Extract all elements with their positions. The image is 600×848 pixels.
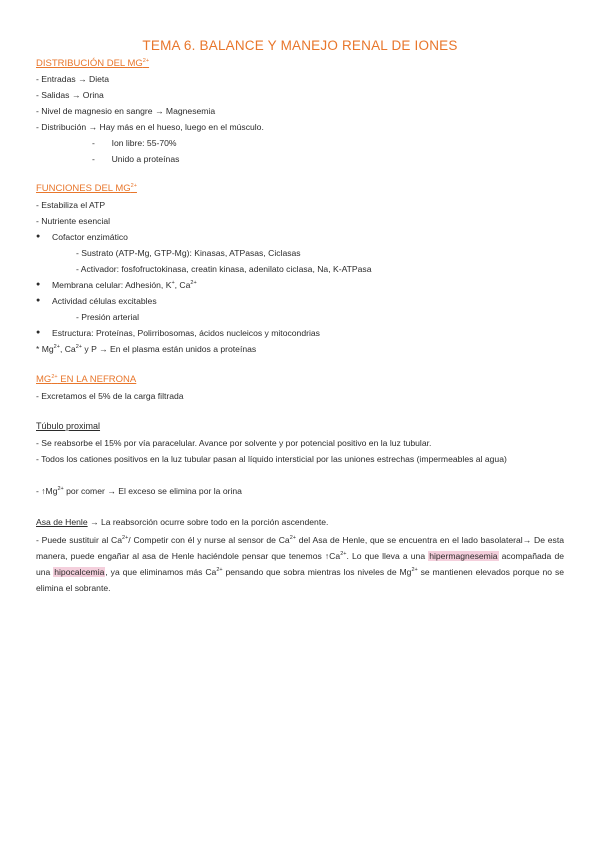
text-line: - Entradas → Dieta [36,74,110,84]
text-line: - Se reabsorbe el 15% por vía paracelular. Avance por solvente y por potencial positivo en la luz tubular. [36,438,432,448]
henle-paragraph: - Puede sustituir al $Ca^{2+}/$ Competir con él y nurse al sensor de $Ca^{2+}$ del Asa de Henle, que se encuentra en el lado basolateral→ De esta manera, puede engañar al asa de Henle haciéndole pensar que tenemos $↑Ca^{2+}$. Lo que lleva a una hipermagnesemia acompañada de una hipocalcemia, ya que eliminamos más $Ca^{2+}$ pensando que sobra mientras los niveles de $Mg^{2+}$ se mantienen elevados porque no se elimina el sobrante. [36,535,565,593]
note-line: * $Mg^{2+}$, $Ca^{2+}$ y P → En el plasma están unidos a proteínas [36,344,257,354]
sub-list-item: - Unido a proteínas [92,154,180,164]
bullet-item: Estructura: Proteínas, Polirribosomas, ácidos nucleicos y mitocondrias [52,328,320,338]
bullet-icon: ● [36,281,41,288]
highlight-hipermagnesemia: hipermagnesemia [429,551,498,561]
text-line: - Salidas → Orina [36,90,104,100]
section-heading-nefrona: $MG^{2+}$ EN LA NEFRONA [36,373,137,385]
page-title: TEMA 6. BALANCE Y MANEJO RENAL DE IONES [142,38,458,53]
sub-list-item: - Sustrato (ATP-Mg, GTP-Mg): Kinasas, ATPasas, Ciclasas [76,248,301,258]
section-heading-distribucion: DISTRIBUCIÓN DEL $MG^{2+}$ [36,57,150,69]
bullet-icon: ● [36,329,41,336]
henle-heading-line: Asa de Henle → La reabsorción ocurre sobre todo en la porción ascendente. [36,517,329,527]
bullet-icon: ● [36,297,41,304]
text-line: - Nutriente esencial [36,216,111,226]
text-line: - $↑Mg^{2+}$ por comer → El exceso se elimina por la orina [36,486,242,496]
text-paragraph: - Todos los cationes positivos en la luz tubular pasan al líquido intersticial por las uniones estrechas (impermeables al agua) [36,454,507,464]
sub-list-item: - Activador: fosfofructokinasa, creatin kinasa, adenilato ciclasa, Na, K-ATPasa [76,264,372,274]
section-heading-funciones: FUNCIONES DEL $MG^{2+}$ [36,182,137,194]
text-line: - Nivel de magnesio en sangre → Magnesemia [36,106,216,116]
text-line: - Estabiliza el ATP [36,200,106,210]
text-line: - Distribución → Hay más en el hueso, luego en el músculo. [36,122,264,132]
sub-list-item: - Ion libre: 55-70% [92,138,177,148]
bullet-item: Cofactor enzimático [52,232,128,242]
subheading-asa-de-henle: Asa de Henle [36,517,88,527]
subheading-tubulo-proximal: Túbulo proximal [36,421,101,431]
bullet-item: Membrana celular: Adhesión, K+, $Ca^{2+}$ [52,280,197,290]
text-line: - Excretamos el 5% de la carga filtrada [36,391,184,401]
sub-list-item: - Presión arterial [76,312,140,322]
bullet-item: Actividad células excitables [52,296,157,306]
highlight-hipocalcemia: hipocalcemia [54,567,105,577]
bullet-icon: ● [36,233,41,240]
